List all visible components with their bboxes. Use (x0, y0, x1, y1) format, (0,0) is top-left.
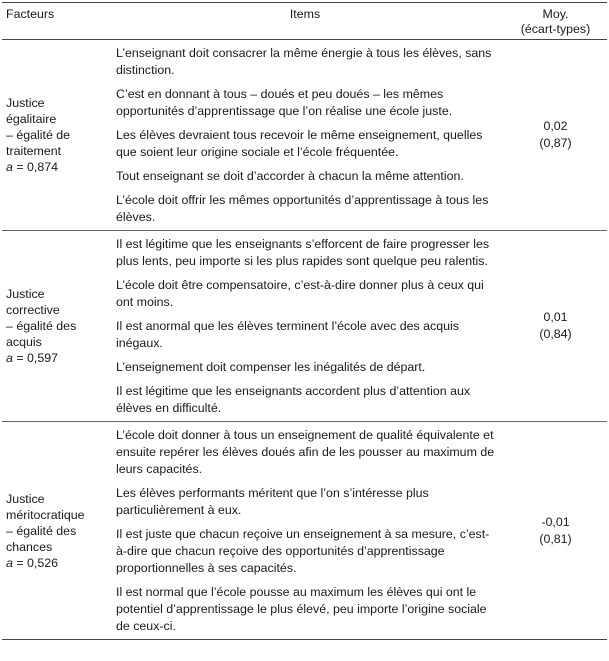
factor-line: méritocratique (6, 507, 85, 522)
factor-line: – égalité des (6, 523, 77, 538)
header-row (2, 3, 607, 40)
item-text: C’est en donnant à tous – doués et peu doués – les mêmes opportunités d’apprentissage que l’on réalise une école juste. (116, 87, 453, 118)
items-cell (106, 422, 504, 640)
item-text: Les élèves devraient tous recevoir le même enseignement, quelles que soient leur origine sociale et l’école fréquentée. (116, 128, 483, 159)
header-mean-label: Moy. (542, 7, 569, 21)
item-text: L’école doit offrir les mêmes opportunités d’apprentissage à tous les élèves. (116, 193, 489, 224)
factor-row-egalitaire (2, 40, 607, 231)
cronbach-alpha (6, 555, 105, 571)
header-sd-label: (écart-types) (520, 22, 591, 36)
mean-value: -0,01 (541, 514, 570, 529)
factor-line: chances (6, 539, 53, 554)
cronbach-alpha (6, 159, 105, 175)
header-mean (504, 3, 607, 40)
factor-line: Justice (6, 96, 45, 110)
header-items: Items (106, 3, 504, 40)
factors-table (2, 2, 607, 640)
item-text: Il est normal que l’école pousse au maximum les élèves qui ont le potentiel d’apprentissage le plus élevé, peu importe l’origine sociale de ceux-ci. (116, 585, 487, 633)
header-factor: Facteurs (2, 3, 106, 40)
alpha-value: = 0,874 (12, 160, 59, 174)
factor-line: – égalité des (6, 319, 77, 333)
factor-line: égalitaire (6, 112, 57, 126)
item-text: L’enseignement doit compenser les inégalités de départ. (116, 360, 426, 374)
factor-cell (2, 40, 106, 231)
factor-row-corrective (2, 231, 607, 422)
item-text: L’école doit donner à tous un enseignement de qualité équivalente et ensuite repérer les élèves doués afin de les pousser au maximum de leurs capacités. (116, 428, 495, 476)
factor-line: corrective (6, 303, 60, 317)
alpha-value: = 0,526 (12, 555, 59, 570)
item-text: L’enseignant doit consacrer la même énergie à tous les élèves, sans distinction. (116, 46, 492, 77)
item-text: Il est légitime que les enseignants s’efforcent de faire progresser les plus lents, peu importe si les plus rapides sont quelque peu ralentis. (116, 237, 490, 268)
item-text: Les élèves performants méritent que l’on s’intéresse plus particulièrement à eux. (116, 486, 429, 517)
factor-line: acquis (6, 335, 42, 349)
factor-line: – égalité de (6, 128, 71, 142)
items-cell (106, 40, 504, 231)
item-text: Il est légitime que les enseignants accordent plus d’attention aux élèves en difficulté. (116, 384, 471, 415)
factor-line: Justice (6, 491, 45, 506)
alpha-symbol: a (6, 555, 13, 570)
item-text: Il est anormal que les élèves terminent l’école avec des acquis inégaux. (116, 319, 459, 350)
alpha-value: = 0,597 (12, 351, 59, 365)
cronbach-alpha (6, 350, 105, 366)
factor-cell (2, 231, 106, 422)
sd-value: (0,81) (539, 531, 572, 546)
mean-cell (504, 231, 607, 422)
item-text: L’école doit être compensatoire, c’est-à-dire donner plus à ceux qui ont moins. (116, 278, 484, 309)
factor-cell (2, 422, 106, 640)
item-text: Tout enseignant se doit d’accorder à chacun la même attention. (116, 169, 464, 183)
mean-cell (504, 422, 607, 640)
factor-row-meritocratique (2, 422, 607, 640)
alpha-symbol: a (6, 160, 13, 174)
sd-value: (0,87) (539, 136, 572, 150)
mean-cell (504, 40, 607, 231)
factor-line: Justice (6, 287, 45, 301)
items-cell (106, 231, 504, 422)
sd-value: (0,84) (539, 327, 572, 341)
item-text: Il est juste que chacun reçoive un enseignement à sa mesure, c’est-à-dire que chacun reçoive des opportunités d’apprentissage proportionnelles à ses capacités. (116, 527, 490, 575)
mean-value: 0,01 (543, 310, 568, 324)
alpha-symbol: a (6, 351, 13, 365)
factor-line: traitement (6, 144, 62, 158)
mean-value: 0,02 (543, 119, 568, 133)
